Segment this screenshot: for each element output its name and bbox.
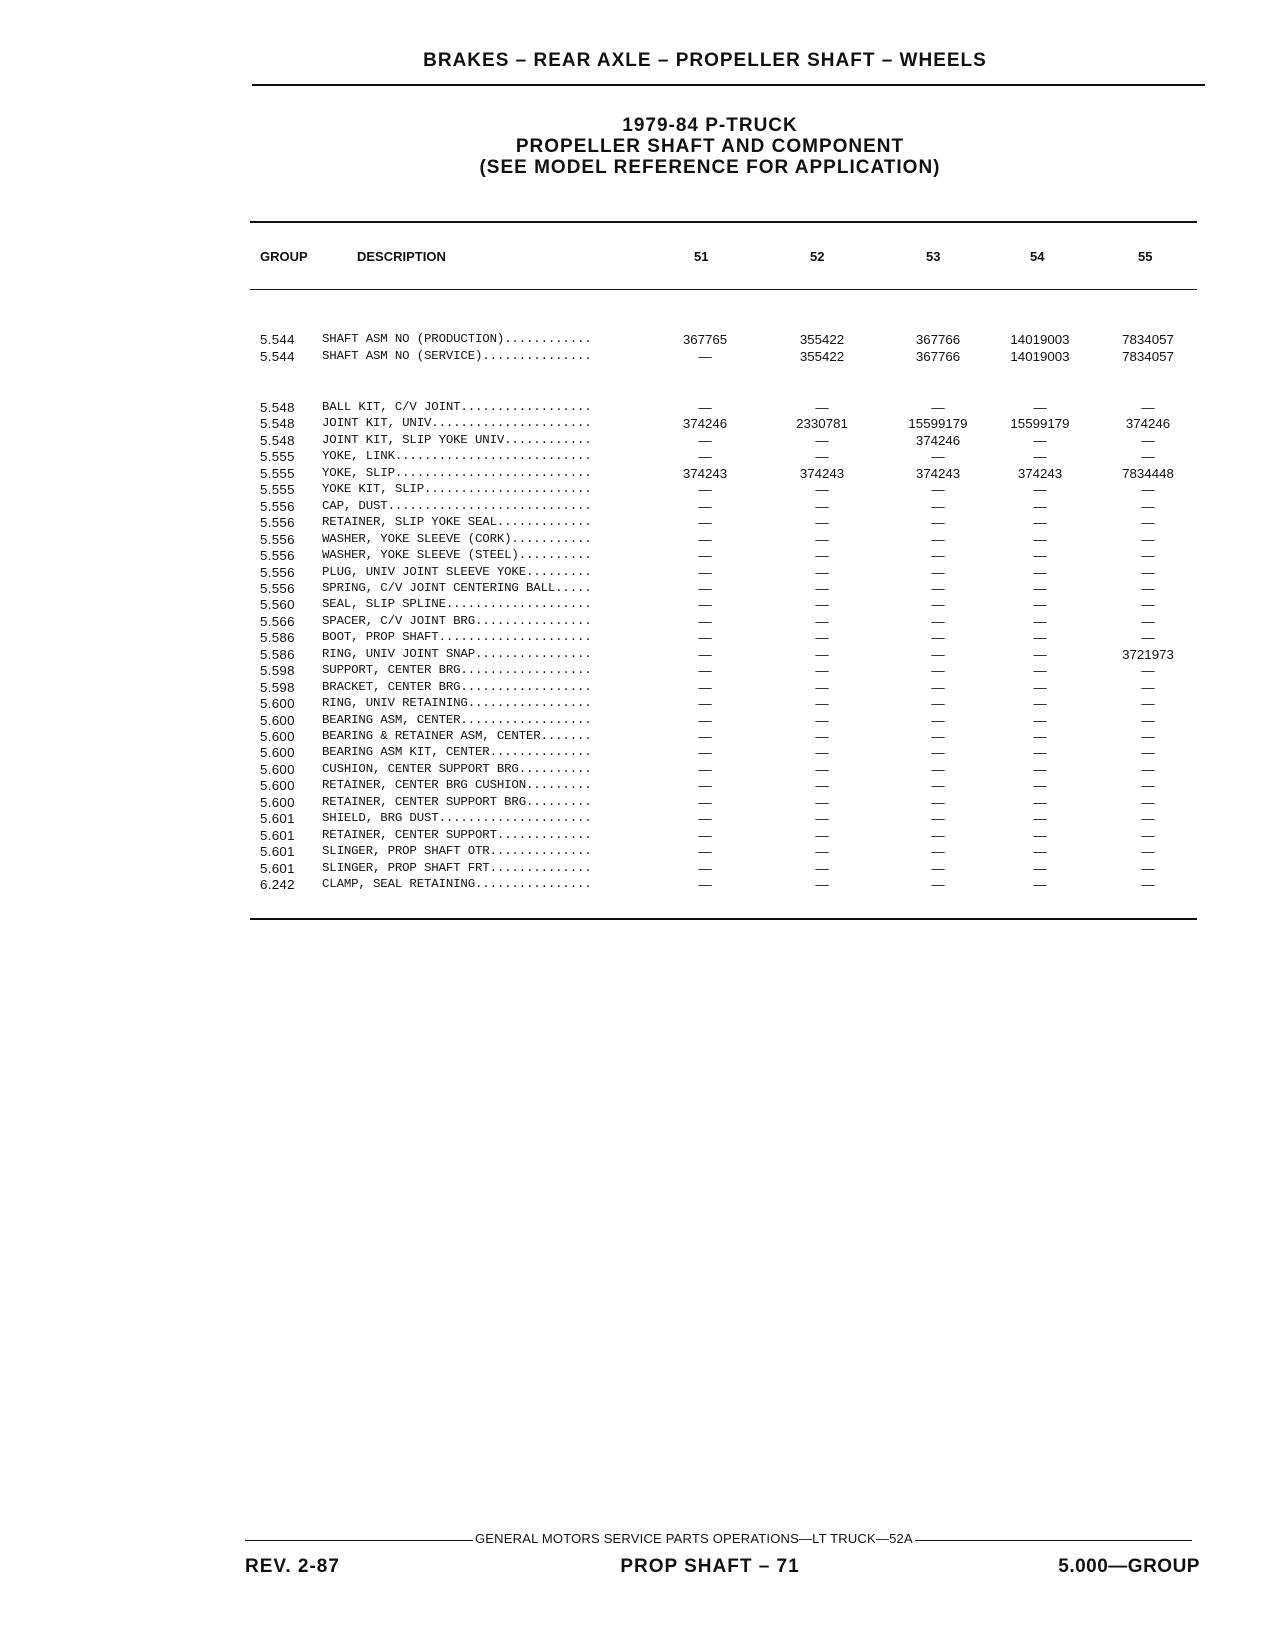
group-number: 5.548 [260, 432, 295, 448]
part-number-53: — [931, 630, 945, 646]
part-number-53: — [931, 548, 945, 564]
part-number-54: — [1033, 778, 1047, 794]
group-number: 5.555 [260, 449, 295, 465]
title-line-1: 1979-84 P-TRUCK [622, 115, 798, 136]
part-number-52: — [815, 679, 829, 695]
part-description: RING, UNIV RETAINING................. [322, 696, 592, 711]
part-number-54: 15599179 [1010, 416, 1070, 432]
table-row [0, 843, 1280, 860]
part-number-51: — [698, 860, 712, 876]
part-number-51: 374243 [682, 465, 728, 481]
part-number-52: — [815, 613, 829, 629]
table-top-rule [250, 221, 1197, 223]
table-row [0, 465, 1280, 482]
column-header-55: 55 [1138, 249, 1153, 264]
part-number-51: — [698, 597, 712, 613]
table-row [0, 415, 1280, 432]
part-number-52: — [815, 811, 829, 827]
part-number-51: — [698, 877, 712, 893]
part-description: SUPPORT, CENTER BRG.................. [322, 663, 592, 678]
part-number-54: — [1033, 580, 1047, 596]
part-description: SHIELD, BRG DUST..................... [322, 811, 592, 826]
part-number-53: — [931, 498, 945, 514]
part-number-53: — [931, 564, 945, 580]
part-number-52: — [815, 515, 829, 531]
footer-group-label: 5.000—GROUP [1058, 1556, 1200, 1577]
part-number-51: — [698, 432, 712, 448]
part-number-52: — [815, 630, 829, 646]
header-rule [252, 84, 1205, 86]
part-number-55: — [1141, 449, 1155, 465]
group-number: 5.560 [260, 597, 295, 613]
table-row [0, 827, 1280, 844]
group-number: 5.600 [260, 794, 295, 810]
part-number-52: — [815, 449, 829, 465]
part-number-55: — [1141, 482, 1155, 498]
table-row [0, 810, 1280, 827]
part-description: RETAINER, CENTER BRG CUSHION......... [322, 778, 592, 793]
part-number-55: — [1141, 400, 1155, 415]
part-number-51: — [698, 712, 712, 728]
table-row [0, 876, 1280, 893]
part-number-54: — [1033, 482, 1047, 498]
group-number: 5.598 [260, 663, 295, 679]
part-number-55: — [1141, 877, 1155, 893]
part-number-53: — [931, 761, 945, 777]
part-number-54: 14019003 [1010, 349, 1070, 364]
part-description: BEARING ASM, CENTER.................. [322, 712, 592, 727]
column-header-54: 54 [1030, 249, 1045, 264]
part-number-55: — [1141, 696, 1155, 712]
part-number-55: — [1141, 778, 1155, 794]
part-number-53: — [931, 729, 945, 744]
part-number-51: — [698, 679, 712, 695]
group-number: 5.600 [260, 761, 295, 777]
part-number-53: — [931, 482, 945, 498]
part-number-55: 7834448 [1122, 465, 1174, 481]
part-number-54: — [1033, 745, 1047, 761]
part-number-53: — [931, 877, 945, 893]
part-number-51: — [698, 794, 712, 810]
part-number-54: — [1033, 761, 1047, 777]
part-number-55: — [1141, 844, 1155, 860]
table-row [0, 761, 1280, 778]
table-row [0, 860, 1280, 877]
part-number-52: — [815, 564, 829, 580]
part-number-54: — [1033, 564, 1047, 580]
part-description: JOINT KIT, SLIP YOKE UNIV............ [322, 432, 592, 447]
part-number-54: — [1033, 498, 1047, 514]
table-row [0, 596, 1280, 613]
part-number-53: 374246 [915, 432, 961, 448]
group-number: 5.598 [260, 679, 295, 695]
part-number-54: — [1033, 696, 1047, 712]
group-number: 5.548 [260, 416, 295, 432]
column-header-53: 53 [926, 249, 941, 264]
part-description: RING, UNIV JOINT SNAP................ [322, 646, 592, 661]
part-number-55: — [1141, 712, 1155, 728]
part-number-51: — [698, 400, 712, 415]
part-description: WASHER, YOKE SLEEVE (CORK)........... [322, 531, 592, 546]
group-number: 5.601 [260, 811, 295, 827]
part-number-52: — [815, 663, 829, 679]
part-description: WASHER, YOKE SLEEVE (STEEL).......... [322, 548, 592, 563]
part-number-52: — [815, 646, 829, 662]
part-number-52: — [815, 548, 829, 564]
footer-page-label: PROP SHAFT – 71 [620, 1556, 800, 1577]
part-description: SLINGER, PROP SHAFT OTR.............. [322, 844, 592, 859]
part-number-55: — [1141, 729, 1155, 744]
part-number-54: — [1033, 844, 1047, 860]
part-number-53: — [931, 515, 945, 531]
part-number-51: — [698, 564, 712, 580]
table-row [0, 348, 1280, 365]
part-description: BEARING & RETAINER ASM, CENTER....... [322, 729, 592, 743]
part-number-51: 374246 [682, 416, 728, 432]
part-description: RETAINER, CENTER SUPPORT BRG......... [322, 794, 592, 809]
part-number-53: — [931, 663, 945, 679]
part-description: SLINGER, PROP SHAFT FRT.............. [322, 860, 592, 875]
group-number: 5.556 [260, 548, 295, 564]
group-number: 5.600 [260, 745, 295, 761]
part-number-51: — [698, 580, 712, 596]
part-number-51: — [698, 630, 712, 646]
part-number-54: — [1033, 877, 1047, 893]
part-number-54: — [1033, 811, 1047, 827]
part-number-52: — [815, 696, 829, 712]
part-number-53: — [931, 613, 945, 629]
column-header-rule [250, 289, 1197, 290]
group-number: 5.556 [260, 515, 295, 531]
part-number-52: — [815, 844, 829, 860]
table-row [0, 629, 1280, 646]
part-number-53: — [931, 778, 945, 794]
part-number-55: — [1141, 761, 1155, 777]
group-number: 5.555 [260, 482, 295, 498]
part-number-52: — [815, 761, 829, 777]
part-number-55: 374246 [1125, 416, 1171, 432]
table-row [0, 794, 1280, 811]
part-number-54: — [1033, 729, 1047, 744]
group-number: 5.586 [260, 646, 295, 662]
table-row [0, 547, 1280, 564]
part-number-52: 355422 [799, 349, 845, 364]
part-number-55: — [1141, 745, 1155, 761]
part-description: SEAL, SLIP SPLINE.................... [322, 597, 592, 612]
group-number: 5.556 [260, 498, 295, 514]
part-number-51: — [698, 613, 712, 629]
part-number-52: — [815, 827, 829, 843]
group-number: 5.556 [260, 531, 295, 547]
part-number-52: — [815, 400, 829, 415]
part-number-54: — [1033, 597, 1047, 613]
part-number-53: — [931, 811, 945, 827]
table-bottom-rule [250, 918, 1197, 920]
group-number: 5.601 [260, 827, 295, 843]
part-number-55: — [1141, 531, 1155, 547]
table-row [0, 695, 1280, 712]
table-row [0, 498, 1280, 515]
column-header-52: 52 [810, 249, 825, 264]
part-number-54: — [1033, 827, 1047, 843]
part-number-52: — [815, 778, 829, 794]
part-number-55: 3721973 [1122, 646, 1174, 662]
part-number-52: 2330781 [796, 416, 848, 432]
part-number-51: — [698, 548, 712, 564]
group-number: 5.544 [260, 332, 295, 347]
part-description: BALL KIT, C/V JOINT.................. [322, 400, 592, 414]
part-number-52: — [815, 597, 829, 613]
part-number-51: — [698, 761, 712, 777]
part-description: YOKE KIT, SLIP....................... [322, 482, 592, 497]
column-header-51: 51 [694, 249, 709, 264]
part-description: CAP, DUST............................ [322, 498, 592, 513]
part-number-52: — [815, 482, 829, 498]
group-number: 5.544 [260, 349, 295, 364]
part-number-52: — [815, 729, 829, 744]
part-number-51: — [698, 844, 712, 860]
part-number-51: — [698, 646, 712, 662]
part-number-54: — [1033, 449, 1047, 465]
table-row [0, 613, 1280, 630]
part-number-52: — [815, 432, 829, 448]
part-number-55: — [1141, 860, 1155, 876]
table-row [0, 712, 1280, 729]
part-number-53: — [931, 531, 945, 547]
part-number-54: — [1033, 794, 1047, 810]
part-description: SPACER, C/V JOINT BRG................ [322, 613, 592, 628]
running-head-title: BRAKES – REAR AXLE – PROPELLER SHAFT – WHEELS [423, 50, 987, 71]
part-number-55: — [1141, 515, 1155, 531]
part-number-52: — [815, 531, 829, 547]
part-number-54: — [1033, 432, 1047, 448]
part-number-51: — [698, 729, 712, 744]
part-description: RETAINER, SLIP YOKE SEAL............. [322, 515, 592, 530]
part-description: YOKE, LINK........................... [322, 449, 592, 464]
part-description: RETAINER, CENTER SUPPORT............. [322, 827, 592, 842]
part-number-51: 367765 [682, 332, 728, 347]
part-description: PLUG, UNIV JOINT SLEEVE YOKE......... [322, 564, 592, 579]
part-number-55: 7834057 [1122, 349, 1174, 364]
part-number-51: — [698, 778, 712, 794]
table-row [0, 580, 1280, 597]
part-description: BOOT, PROP SHAFT..................... [322, 630, 592, 645]
part-number-55: — [1141, 548, 1155, 564]
part-number-51: — [698, 482, 712, 498]
group-number: 5.566 [260, 613, 295, 629]
table-row [0, 777, 1280, 794]
group-number: 5.600 [260, 729, 295, 744]
part-number-55: — [1141, 564, 1155, 580]
part-number-54: — [1033, 400, 1047, 415]
part-number-54: — [1033, 860, 1047, 876]
part-number-55: 7834057 [1122, 332, 1174, 347]
part-number-53: — [931, 400, 945, 415]
part-number-53: — [931, 679, 945, 695]
part-number-51: — [698, 827, 712, 843]
part-number-54: 374243 [1017, 465, 1063, 481]
part-number-55: — [1141, 811, 1155, 827]
part-number-51: — [698, 696, 712, 712]
part-description: BRACKET, CENTER BRG.................. [322, 679, 592, 694]
part-number-53: 367766 [915, 349, 961, 364]
part-number-54: 14019003 [1010, 332, 1070, 347]
part-number-55: — [1141, 679, 1155, 695]
part-number-55: — [1141, 827, 1155, 843]
table-row [0, 679, 1280, 696]
title-line-2: PROPELLER SHAFT AND COMPONENT [515, 136, 905, 157]
part-number-55: — [1141, 580, 1155, 596]
part-number-51: — [698, 531, 712, 547]
part-number-51: — [698, 349, 712, 364]
part-number-55: — [1141, 597, 1155, 613]
group-number: 5.600 [260, 712, 295, 728]
part-number-53: — [931, 794, 945, 810]
part-number-54: — [1033, 531, 1047, 547]
footer-revision: REV. 2-87 [245, 1556, 340, 1577]
part-number-53: — [931, 597, 945, 613]
table-row [0, 399, 1280, 416]
part-number-54: — [1033, 679, 1047, 695]
part-number-53: — [931, 712, 945, 728]
part-number-52: — [815, 794, 829, 810]
part-description: CUSHION, CENTER SUPPORT BRG.......... [322, 761, 592, 776]
part-number-55: — [1141, 432, 1155, 448]
part-number-53: — [931, 860, 945, 876]
part-number-53: — [931, 745, 945, 761]
table-row [0, 646, 1280, 663]
part-number-54: — [1033, 663, 1047, 679]
part-number-53: — [931, 646, 945, 662]
part-number-52: — [815, 498, 829, 514]
part-number-52: — [815, 877, 829, 893]
group-number: 5.600 [260, 696, 295, 712]
part-description: CLAMP, SEAL RETAINING................ [322, 877, 592, 892]
part-number-55: — [1141, 663, 1155, 679]
part-number-55: — [1141, 794, 1155, 810]
group-number: 5.586 [260, 630, 295, 646]
group-number: 5.556 [260, 580, 295, 596]
part-number-54: — [1033, 515, 1047, 531]
part-number-53: 374243 [915, 465, 961, 481]
table-row [0, 448, 1280, 465]
part-number-51: — [698, 811, 712, 827]
part-number-51: — [698, 515, 712, 531]
part-number-53: — [931, 449, 945, 465]
part-number-53: — [931, 827, 945, 843]
part-description: SPRING, C/V JOINT CENTERING BALL..... [322, 580, 592, 595]
part-description: BEARING ASM KIT, CENTER.............. [322, 745, 592, 760]
part-number-51: — [698, 663, 712, 679]
part-number-52: — [815, 745, 829, 761]
column-header-group: GROUP [260, 249, 308, 264]
part-number-54: — [1033, 646, 1047, 662]
column-header-description: DESCRIPTION [357, 249, 446, 264]
part-number-55: — [1141, 498, 1155, 514]
part-number-53: 15599179 [908, 416, 968, 432]
part-number-52: — [815, 860, 829, 876]
part-number-53: 367766 [915, 332, 961, 347]
part-number-53: — [931, 580, 945, 596]
part-number-54: — [1033, 548, 1047, 564]
group-number: 5.600 [260, 778, 295, 794]
table-row [0, 728, 1280, 745]
part-number-51: — [698, 449, 712, 465]
group-number: 5.601 [260, 860, 295, 876]
part-description: SHAFT ASM NO (SERVICE)............... [322, 349, 592, 363]
part-description: SHAFT ASM NO (PRODUCTION)............ [322, 332, 592, 346]
part-number-52: 374243 [799, 465, 845, 481]
part-number-54: — [1033, 712, 1047, 728]
part-number-52: — [815, 580, 829, 596]
part-number-51: — [698, 745, 712, 761]
group-number: 5.548 [260, 400, 295, 415]
table-row [0, 564, 1280, 581]
page-title-block [400, 115, 1020, 178]
part-number-54: — [1033, 613, 1047, 629]
part-number-54: — [1033, 630, 1047, 646]
part-number-52: 355422 [799, 332, 845, 347]
part-number-55: — [1141, 613, 1155, 629]
group-number: 6.242 [260, 877, 295, 893]
part-number-53: — [931, 844, 945, 860]
footer-publisher-line: GENERAL MOTORS SERVICE PARTS OPERATIONS—LT TRUCK—52A [475, 1531, 913, 1546]
part-number-51: — [698, 498, 712, 514]
table-row [0, 514, 1280, 531]
part-description: YOKE, SLIP........................... [322, 465, 592, 480]
table-row [0, 432, 1280, 449]
part-number-52: — [815, 712, 829, 728]
table-row [0, 481, 1280, 498]
table-row [0, 531, 1280, 548]
group-number: 5.555 [260, 465, 295, 481]
table-row [0, 662, 1280, 679]
table-row [0, 744, 1280, 761]
part-number-55: — [1141, 630, 1155, 646]
group-number: 5.601 [260, 844, 295, 860]
group-number: 5.556 [260, 564, 295, 580]
table-row [0, 331, 1280, 348]
title-line-3: (SEE MODEL REFERENCE FOR APPLICATION) [479, 157, 941, 178]
part-number-53: — [931, 696, 945, 712]
part-description: JOINT KIT, UNIV...................... [322, 416, 592, 431]
